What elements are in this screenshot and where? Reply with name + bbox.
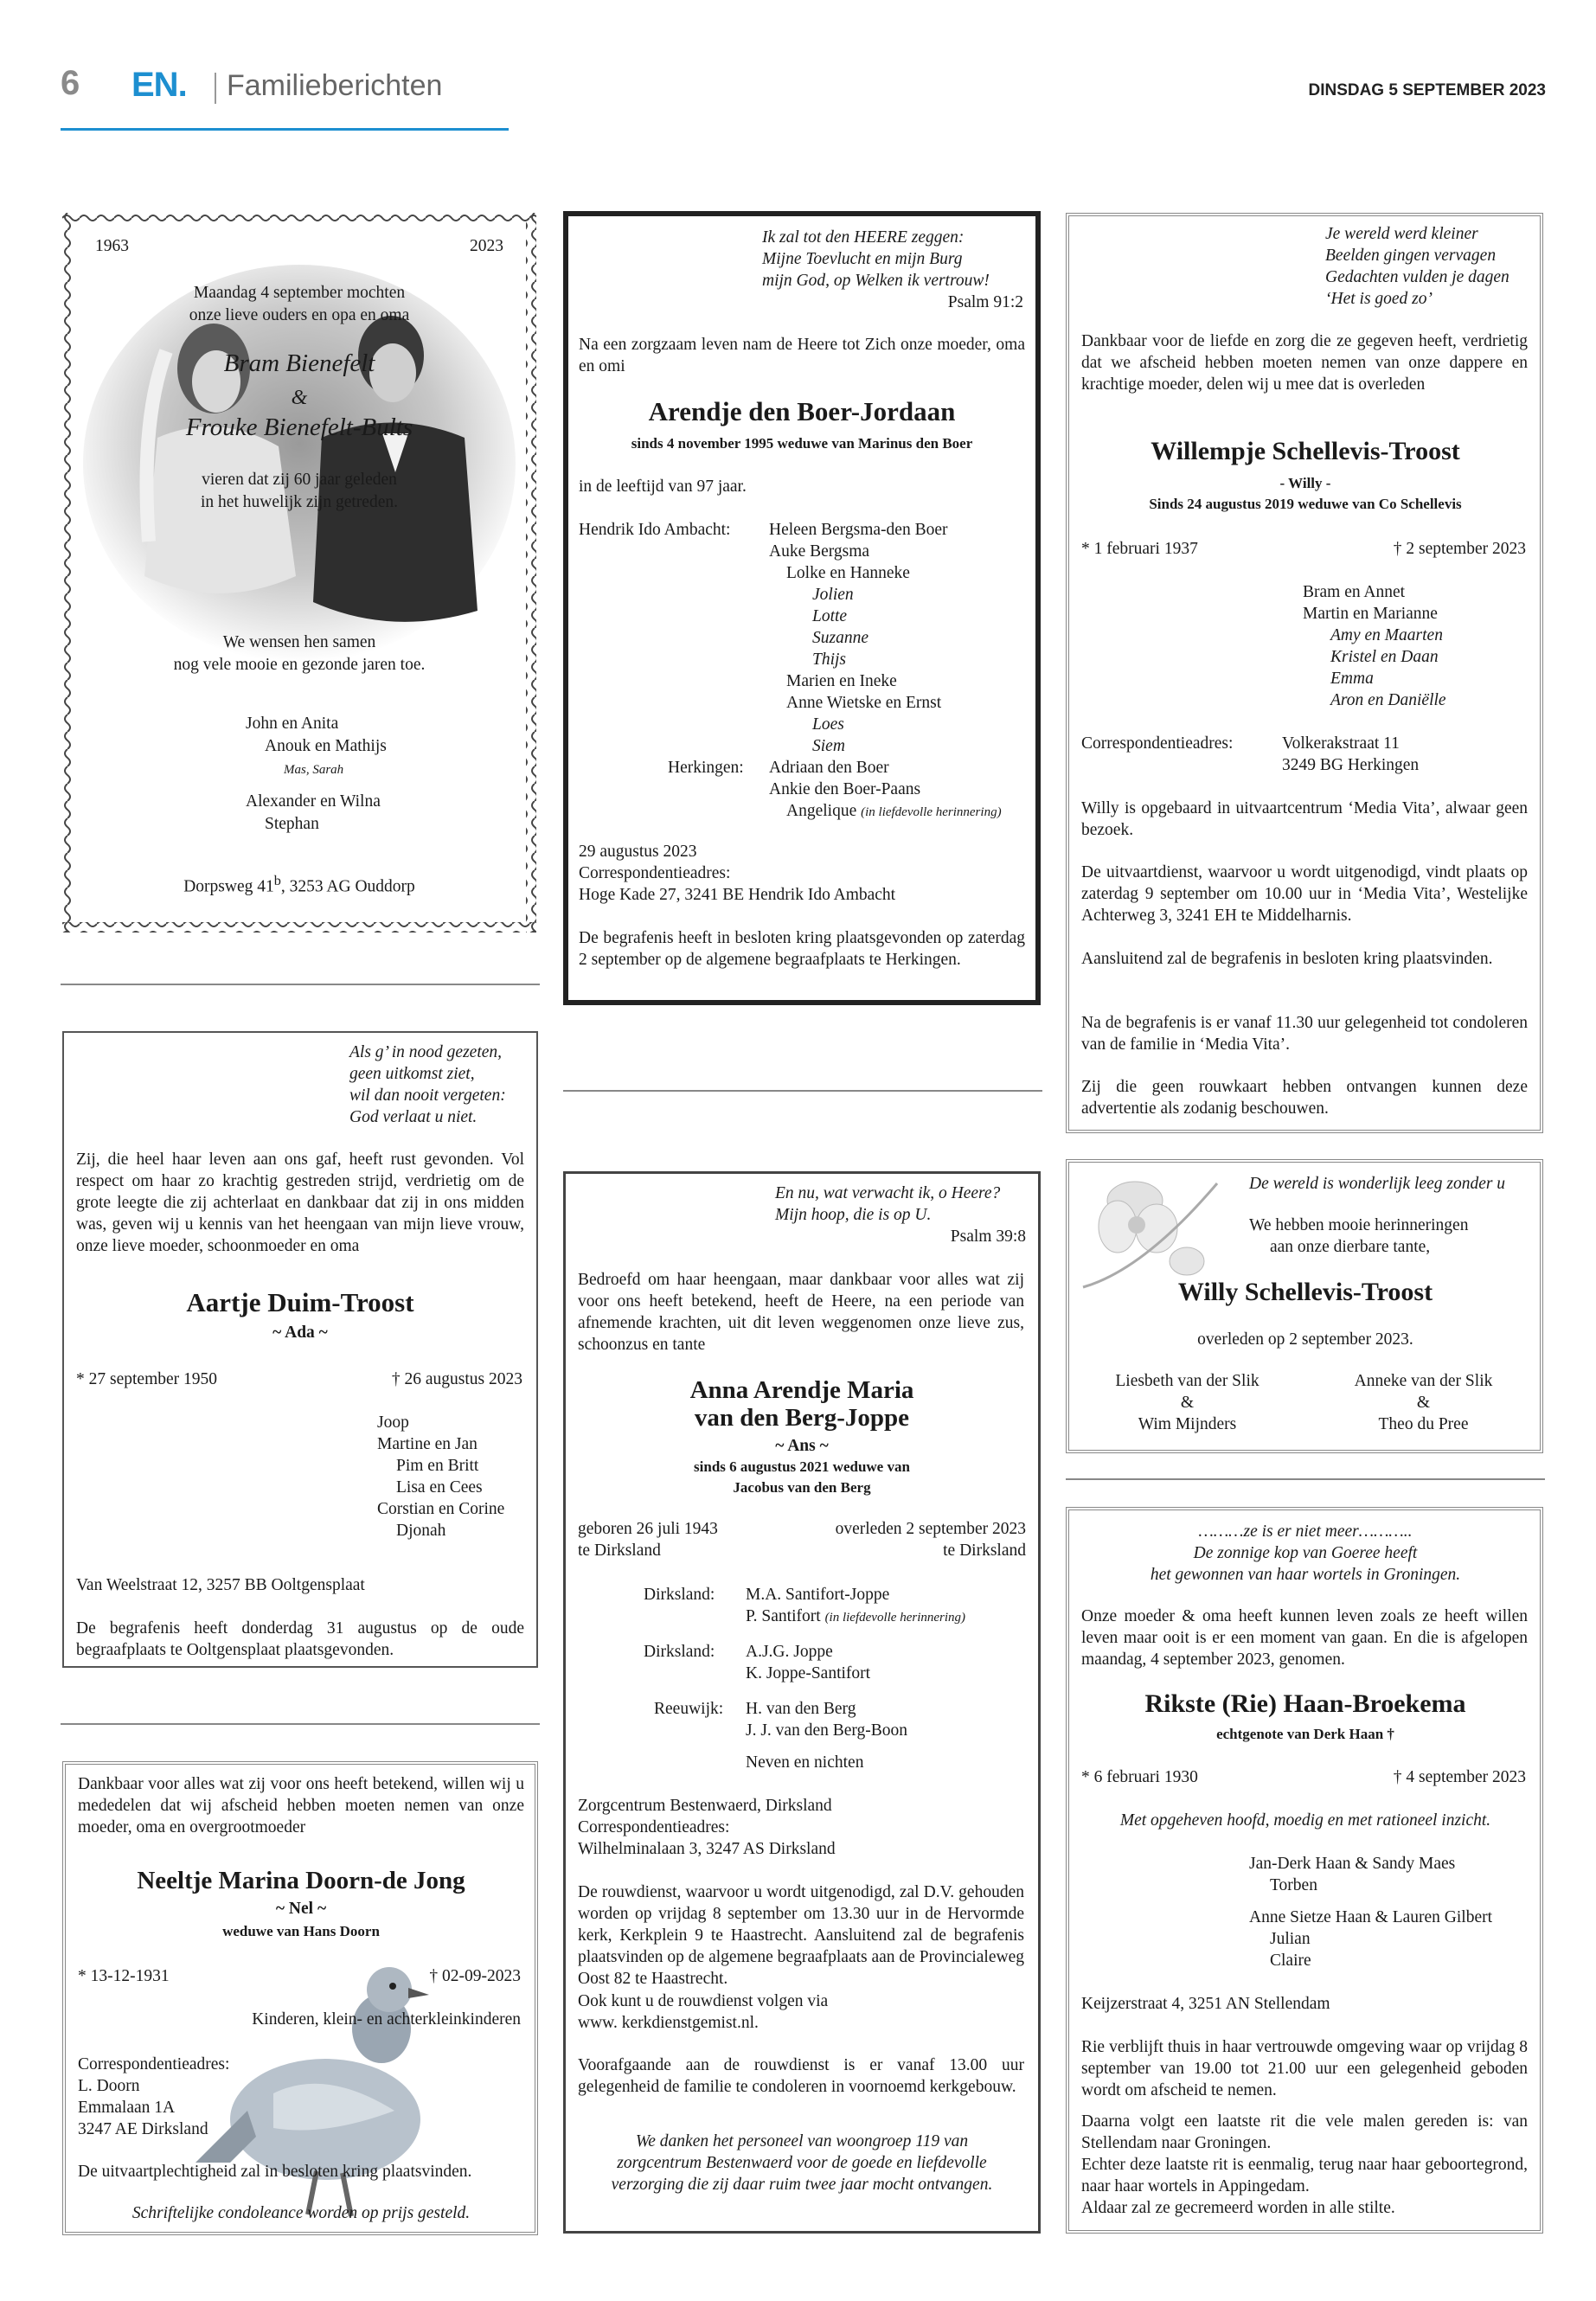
- header-divider: [215, 73, 216, 104]
- family-line: H. van den Berg: [746, 1700, 856, 1718]
- deceased-name: Willy Schellevis-Troost: [1177, 1278, 1433, 1306]
- anna-notice: [563, 1171, 1041, 2234]
- family-line: Anne Wietske en Ernst: [786, 694, 942, 712]
- verse-line: Ik zal tot den HEERE zeggen:: [762, 228, 965, 247]
- age: in de leeftijd van 97 jaar.: [579, 478, 747, 496]
- correspondence-line: L. Doorn: [78, 2077, 140, 2095]
- family-line: Torben: [1270, 1876, 1317, 1894]
- family-line: Stephan: [265, 815, 319, 833]
- family-line: Joop: [377, 1413, 409, 1432]
- notice-paragraph: Aansluitend zal de begrafenis in besloten kring plaatsvinden.: [1081, 950, 1493, 968]
- separator: [1066, 1478, 1545, 1480]
- family-line: Julian: [1270, 1930, 1311, 1948]
- family-line: Alexander en Wilna: [246, 792, 381, 811]
- correspondence-label: Correspondentieadres:: [1081, 734, 1234, 753]
- funeral-notice: De uitvaartplechtigheid zal in besloten kring plaatsvinden.: [78, 2163, 472, 2181]
- family-line: John en Anita: [246, 715, 339, 733]
- family-line: Marien en Ineke: [786, 672, 897, 690]
- newspaper-logo: EN.: [131, 66, 187, 104]
- intro-text: Bedroefd om haar heengaan, maar dankbaar voor alles wat zij voor ons heeft betekend, heeft de Heere, na een periode van afnemende krachten, uit dit leven weggenomen onze lieve zus, schoonzus en tante: [578, 1271, 1024, 1354]
- family-line: Thijs: [812, 651, 847, 669]
- death-line: overleden op 2 september 2023.: [1197, 1330, 1413, 1349]
- address: Van Weelstraat 12, 3257 BB Ooltgensplaat: [76, 1576, 365, 1594]
- notice-paragraph: Zij die geen rouwkaart hebben ontvangen kunnen deze advertentie als zodanig beschouwen.: [1081, 1078, 1528, 1118]
- family-line: K. Joppe-Santifort: [746, 1664, 871, 1682]
- deceased-name: Neeltje Marina Doorn-de Jong: [137, 1867, 465, 1894]
- correspondence-line: Zorgcentrum Bestenwaerd, Dirksland: [578, 1797, 832, 1815]
- nickname: ~ Nel ~: [275, 1900, 327, 1918]
- intro-text: Onze moeder & oma heeft kunnen leven zoals ze heeft willen leven maar ooit is er een moment van gaan. En die is afgelopen maandag, 4 september 2023, genomen.: [1081, 1607, 1528, 1669]
- page-number: 6: [61, 64, 80, 102]
- thanks-line: We danken het personeel van woongroep 119 van: [635, 2132, 969, 2150]
- verse-line: Mijn hoop, die is op U.: [775, 1206, 932, 1224]
- family-line: Pim en Britt: [396, 1457, 479, 1475]
- verse-line: het gewonnen van haar wortels in Groningen.: [1150, 1566, 1461, 1584]
- willy-notice: [1066, 1159, 1543, 1453]
- family-line: Loes: [812, 715, 844, 734]
- correspondence-line: Hoge Kade 27, 3241 BE Hendrik Ido Ambacht: [579, 886, 896, 904]
- notice-paragraph: Aldaar zal ze gecremeerd worden in alle stilte.: [1081, 2199, 1395, 2217]
- date: 29 augustus 2023: [579, 843, 697, 861]
- deceased-name: van den Berg-Joppe: [694, 1404, 910, 1432]
- birth-date: * 27 september 1950: [76, 1370, 218, 1388]
- intro-line: We hebben mooie herinneringen: [1249, 1216, 1469, 1234]
- jubilee-line: vieren dat zij 60 jaar geleden: [202, 471, 397, 489]
- death-date: overleden 2 september 2023: [835, 1520, 1026, 1538]
- intro-text: Dankbaar voor alles wat zij voor ons heeft betekend, willen wij u mededelen dat wij afscheid hebben moeten nemen van onze moeder, oma en overgrootmoeder: [78, 1775, 524, 1836]
- thanks-line: verzorging die zij daar ruim twee jaar mocht ontvangen.: [611, 2176, 993, 2194]
- family-line: A.J.G. Joppe: [746, 1643, 833, 1661]
- birth-date: * 13-12-1931: [78, 1967, 170, 1985]
- widow-of: Jacobus van den Berg: [733, 1479, 871, 1496]
- correspondence-line: Volkerakstraat 11: [1282, 734, 1400, 753]
- wish-line: nog vele mooie en gezonde jaren toe.: [173, 656, 426, 674]
- intro-line: onze lieve ouders en opa en oma: [189, 306, 410, 324]
- nickname: ~ Ans ~: [775, 1437, 829, 1455]
- family-line: Djonah: [396, 1522, 446, 1540]
- family-line: Kinderen, klein- en achterkleinkinderen: [252, 2010, 521, 2029]
- family-line: Bram en Annet: [1303, 583, 1406, 601]
- family-line: Wim Mijnders: [1138, 1415, 1237, 1433]
- aartje-notice: [62, 1031, 538, 1668]
- verse-line: wil dan nooit vergeten:: [349, 1086, 506, 1105]
- correspondence-line: Wilhelminalaan 3, 3247 AS Dirksland: [578, 1840, 836, 1858]
- family-line: Emma: [1330, 670, 1374, 688]
- wish-line: We wensen hen samen: [222, 633, 376, 651]
- verse-line: Als g’ in nood gezeten,: [349, 1043, 503, 1061]
- family-line: Anneke van der Slik: [1354, 1372, 1493, 1390]
- condolence-notice: Voorafgaande aan de rouwdienst is er vanaf 13.00 uur gelegenheid de familie te condoleren in voornoemd kerkgebouw.: [578, 2056, 1024, 2096]
- notice-paragraph: Na de begrafenis is er vanaf 11.30 uur gelegenheid tot condoleren van de familie in ‘Media Vita’.: [1081, 1014, 1528, 1054]
- verse-line: Gedachten vulden je dagen: [1325, 268, 1509, 286]
- family-line: Liesbeth van der Slik: [1115, 1372, 1259, 1390]
- stream-line: Ook kunt u de rouwdienst volgen via: [578, 1992, 829, 2010]
- family-line: Aron en Daniëlle: [1330, 691, 1446, 709]
- family-line: &: [1416, 1394, 1431, 1412]
- widow-of: Sinds 24 augustus 2019 weduwe van Co Schellevis: [1149, 496, 1462, 512]
- stream-link: www. kerkdienstgemist.nl.: [578, 2014, 759, 2032]
- family-line: P. Santifort (in liefdevolle herinnering): [746, 1607, 966, 1625]
- intro-line: Maandag 4 september mochten: [193, 284, 406, 302]
- family-line: &: [1180, 1394, 1195, 1412]
- deceased-name: Willempje Schellevis-Troost: [1151, 437, 1460, 465]
- birth-place: te Dirksland: [578, 1541, 661, 1560]
- neeltje-notice: [62, 1761, 538, 2235]
- nickname: ~ Ada ~: [272, 1324, 328, 1342]
- year-end: 2023: [470, 237, 503, 255]
- verse-line: ‘Het is goed zo’: [1325, 290, 1433, 308]
- header-rule: [61, 128, 509, 131]
- motto: Met opgeheven hoofd, moedig en met rationeel inzicht.: [1119, 1811, 1491, 1830]
- family-line: Mas, Sarah: [284, 763, 344, 777]
- widow-of: sinds 4 november 1995 weduwe van Marinus den Boer: [631, 435, 973, 452]
- verse-line: ………ze is er niet meer………..: [1198, 1522, 1413, 1541]
- correspondence-label: Correspondentieadres:: [78, 2055, 230, 2073]
- correspondence-line: Emmalaan 1A: [78, 2099, 176, 2117]
- family-line: Anne Sietze Haan & Lauren Gilbert: [1249, 1908, 1493, 1926]
- arendje-notice: [563, 211, 1041, 1005]
- rikste-notice: [1066, 1507, 1543, 2234]
- verse-line: Je wereld werd kleiner: [1325, 225, 1478, 243]
- correspondence-label: Correspondentieadres:: [578, 1818, 730, 1836]
- family-line: Auke Bergsma: [769, 542, 870, 561]
- correspondence-line: 3249 BG Herkingen: [1282, 756, 1420, 774]
- verse-line: De zonnige kop van Goeree heeft: [1193, 1544, 1418, 1562]
- family-line: Jolien: [812, 586, 854, 604]
- willempje-notice: [1066, 213, 1543, 1133]
- family-line: Lotte: [812, 607, 848, 625]
- notice-paragraph: De uitvaartdienst, waarvoor u wordt uitgenodigd, vindt plaats op zaterdag 9 september om 10.00 uur in ‘Media Vita’, Westelijke Achterweg 3, 3241 EH te Middelharnis.: [1081, 863, 1528, 925]
- family-line: Anouk en Mathijs: [265, 737, 387, 755]
- family-line: Siem: [812, 737, 845, 755]
- verse-line: mijn God, op Welken ik vertrouw!: [762, 272, 990, 290]
- verse-line: Beelden gingen vervagen: [1325, 247, 1497, 265]
- address: Dorpsweg 41$^b$, 3253 AG Ouddorp: [183, 873, 415, 896]
- family-line: Theo du Pree: [1378, 1415, 1469, 1433]
- place-label: Hendrik Ido Ambacht:: [579, 521, 731, 539]
- condolence-note: Schriftelijke condoleance worden op prijs gesteld.: [131, 2204, 471, 2222]
- family-line: Martine en Jan: [377, 1435, 478, 1453]
- year-start: 1963: [95, 237, 129, 255]
- deceased-name: Arendje den Boer-Jordaan: [648, 396, 956, 426]
- verse-line: En nu, wat verwacht ik, o Heere?: [775, 1184, 1001, 1202]
- death-date: † 2 september 2023: [1393, 540, 1526, 558]
- family-line: Ankie den Boer-Paans: [769, 780, 921, 798]
- spouse-line: echtgenote van Derk Haan †: [1216, 1726, 1394, 1742]
- family-line: Angelique (in liefdevolle herinnering): [786, 802, 1002, 820]
- section-title: Familieberichten: [227, 69, 443, 102]
- family-line: Lisa en Cees: [396, 1478, 483, 1497]
- place-label: Herkingen:: [668, 759, 744, 777]
- deceased-name: Rikste (Rie) Haan-Broekema: [1144, 1689, 1466, 1718]
- place-label: Dirksland:: [644, 1643, 715, 1661]
- family-line: Adriaan den Boer: [769, 759, 889, 777]
- family-line: Claire: [1270, 1952, 1311, 1970]
- couple-name: Frouke Bienefelt-Bults: [185, 413, 413, 441]
- separator: [61, 984, 540, 985]
- family-line: Lolke en Hanneke: [786, 564, 910, 582]
- family-line: Kristel en Daan: [1330, 648, 1439, 666]
- death-date: † 02-09-2023: [429, 1967, 521, 1985]
- birth-date: * 1 februari 1937: [1081, 540, 1198, 558]
- family-line: Corstian en Corine: [377, 1500, 505, 1518]
- family-line: Amy en Maarten: [1330, 626, 1443, 644]
- death-date: † 26 augustus 2023: [391, 1370, 522, 1388]
- intro-text: Dankbaar voor de liefde en zorg die ze gegeven heeft, verdrietig dat we afscheid hebben moeten nemen van onze dappere en krachtige moeder, delen wij u mee dat is overleden: [1081, 332, 1528, 394]
- family-line: Heleen Bergsma-den Boer: [769, 521, 948, 539]
- jubilee-line: in het huwelijk zijn getreden.: [201, 493, 398, 511]
- place-label: Reeuwijk:: [654, 1700, 724, 1718]
- service-notice: De rouwdienst, waarvoor u wordt uitgenodigd, zal D.V. gehouden worden op vrijdag 8 september om 13.30 uur in de Hervormde kerk, Kerkplein 9 te Haastrecht. Aansluitend zal de begrafenis plaatsvinden op de algemene begraafplaats aan de Provincialeweg Oost 82 te Haastrecht.: [578, 1883, 1024, 1988]
- notice-paragraph: Rie verblijft thuis in haar vertrouwde omgeving waar op vrijdag 8 september van 19.00 tot 21.00 uur een gelegenheid geboden wordt om afscheid te nemen.: [1081, 2038, 1528, 2099]
- intro-line: aan onze dierbare tante,: [1270, 1238, 1431, 1256]
- place-label: Dirksland:: [644, 1586, 715, 1604]
- correspondence-label: Correspondentieadres:: [579, 864, 731, 882]
- thanks-line: zorgcentrum Bestenwaerd voor de goede en liefdevolle: [617, 2154, 987, 2172]
- verse-reference: Psalm 91:2: [947, 293, 1023, 311]
- couple-name: Bram Bienefelt: [223, 349, 375, 377]
- family-line: Suzanne: [812, 629, 869, 647]
- notice-paragraph: Willy is opgebaard in uitvaartcentrum ‘Media Vita’, alwaar geen bezoek.: [1081, 799, 1528, 839]
- death-date: † 4 september 2023: [1393, 1768, 1526, 1786]
- verse-line: God verlaat u niet.: [349, 1108, 478, 1126]
- verse-line: geen uitkomst ziet,: [349, 1065, 475, 1083]
- family-line: Martin en Marianne: [1303, 605, 1438, 623]
- jubilee-announcement: [62, 213, 536, 933]
- birth-date: * 6 februari 1930: [1081, 1768, 1198, 1786]
- notice-paragraph: Echter deze laatste rit is eenmalig, terug naar haar geboortegrond, naar haar wortels in Appingedam.: [1081, 2156, 1528, 2195]
- family-line: Neven en nichten: [746, 1753, 864, 1772]
- address: Keijzerstraat 4, 3251 AN Stellendam: [1081, 1995, 1330, 2013]
- correspondence-line: 3247 AE Dirksland: [78, 2120, 208, 2138]
- verse-reference: Psalm 39:8: [950, 1227, 1026, 1246]
- funeral-notice: De begrafenis heeft in besloten kring plaatsgevonden op zaterdag 2 september op de algemene begraafplaats te Herkingen.: [579, 929, 1025, 969]
- separator: [61, 1723, 540, 1725]
- funeral-notice: De begrafenis heeft donderdag 31 augustus op de oude begraafplaats te Ooltgensplaat plaatsgevonden.: [76, 1619, 524, 1659]
- deceased-name: Aartje Duim-Troost: [186, 1287, 414, 1317]
- family-line: J. J. van den Berg-Boon: [746, 1721, 908, 1740]
- widow-of: sinds 6 augustus 2021 weduwe van: [694, 1458, 910, 1475]
- deceased-name: Anna Arendje Maria: [689, 1376, 914, 1404]
- verse-line: Mijne Toevlucht en mijn Burg: [762, 250, 963, 268]
- nickname: - Willy -: [1279, 475, 1331, 491]
- birth-date: geboren 26 juli 1943: [578, 1520, 718, 1538]
- family-line: M.A. Santifort-Joppe: [746, 1586, 890, 1604]
- notice-paragraph: Daarna volgt een laatste rit die vele malen gereden is: van Stellendam naar Groningen.: [1081, 2112, 1528, 2152]
- death-place: te Dirksland: [943, 1541, 1026, 1560]
- family-line: Jan-Derk Haan & Sandy Maes: [1249, 1855, 1456, 1873]
- ampersand: &: [291, 387, 308, 409]
- intro-text: Zij, die heel haar leven aan ons gaf, heeft rust gevonden. Vol respect om haar zo krachtig gestreden strijd, verdrietig om de grote leegte die zij achterlaat en dankbaar dat zij in ons midden was, geven wij u kennis van het heengaan van mijn lieve vrouw, onze lieve moeder, schoonmoeder en oma: [76, 1150, 524, 1255]
- intro-text: Na een zorgzaam leven nam de Heere tot Zich onze moeder, oma en omi: [579, 336, 1025, 375]
- verse-line: De wereld is wonderlijk leeg zonder u: [1249, 1175, 1506, 1193]
- issue-date: DINSDAG 5 SEPTEMBER 2023: [1308, 81, 1546, 99]
- separator: [563, 1090, 1042, 1092]
- widow-of: weduwe van Hans Doorn: [222, 1923, 380, 1939]
